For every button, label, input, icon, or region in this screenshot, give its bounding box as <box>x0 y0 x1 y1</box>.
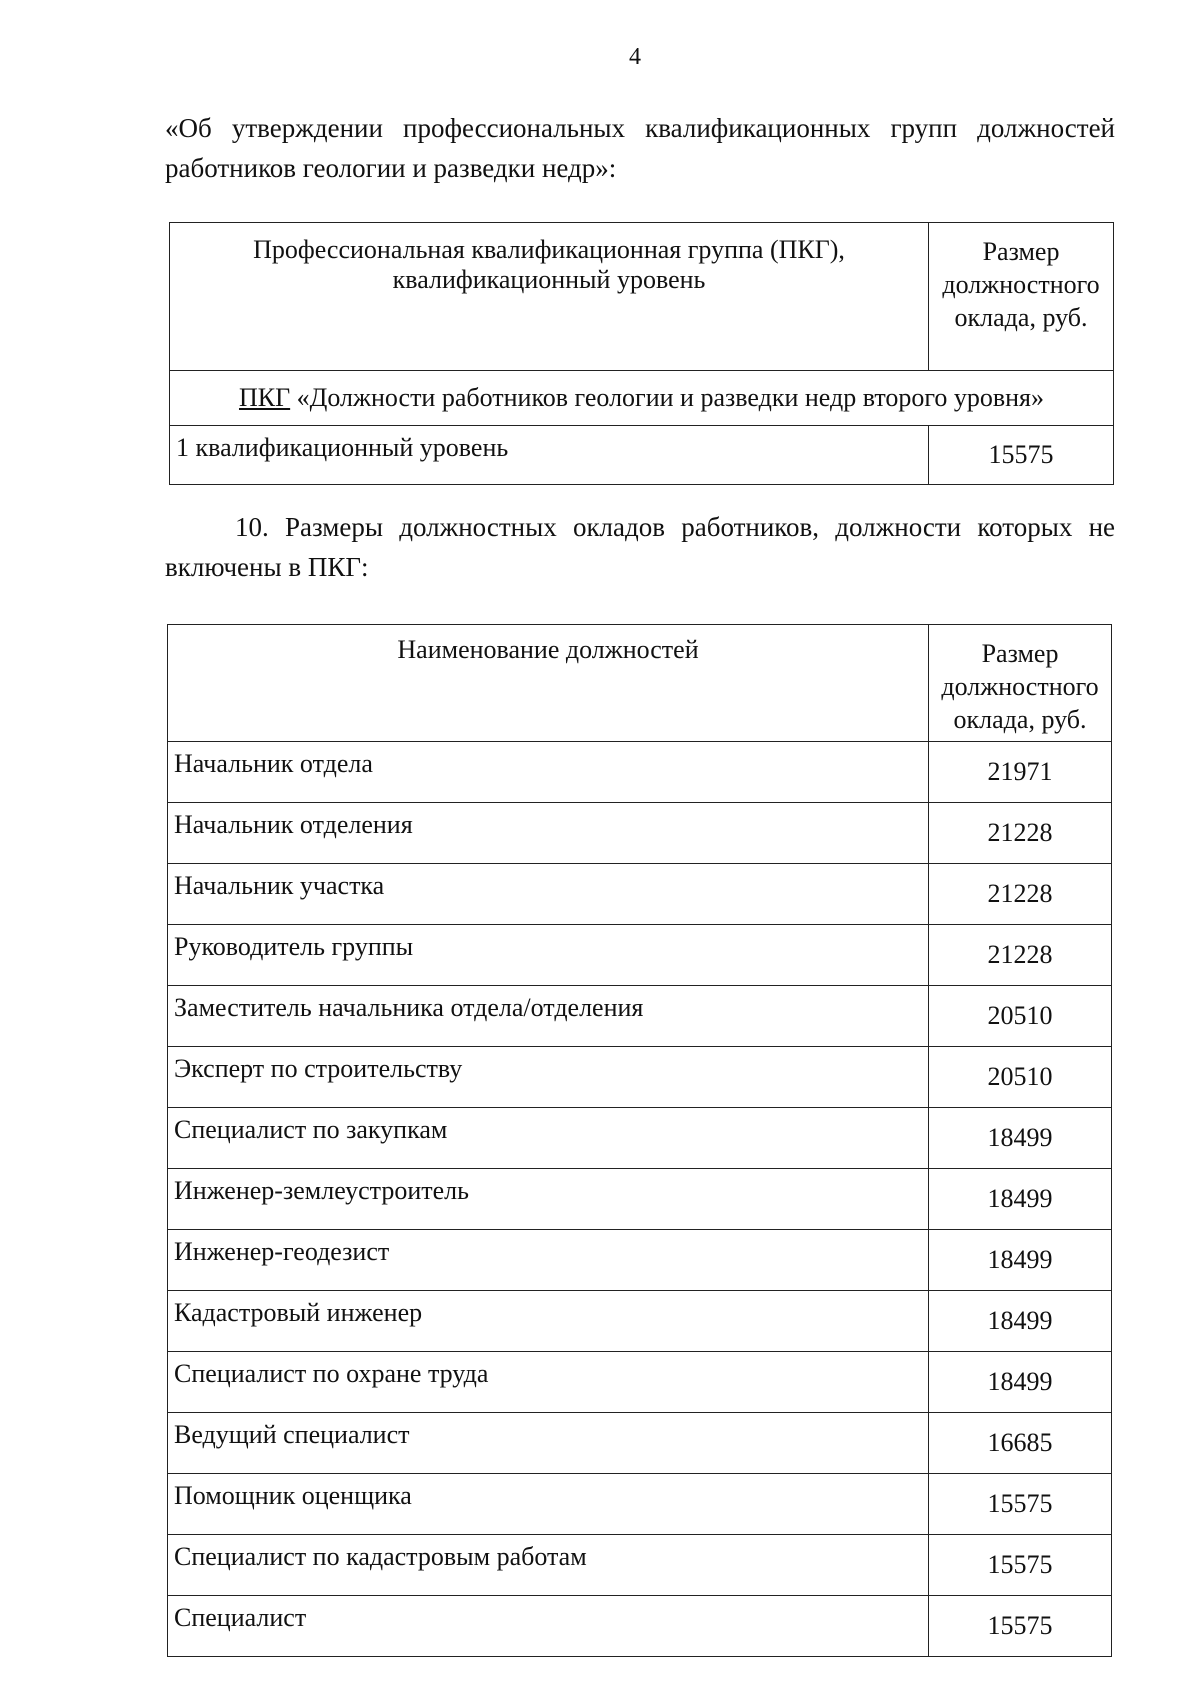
section-10-line-1: 10. Размеры должностных окладов работников, должности которых не <box>235 512 1115 542</box>
position-salary: 21971 <box>929 742 1112 803</box>
pkg-level-value: 15575 <box>929 426 1114 485</box>
position-salary: 18499 <box>929 1169 1112 1230</box>
table-row <box>168 925 1112 986</box>
position-salary: 21228 <box>929 803 1112 864</box>
position-name: Ведущий специалист <box>168 1413 929 1474</box>
pkg-group-title <box>170 371 1114 426</box>
position-salary: 15575 <box>929 1596 1112 1657</box>
position-salary: 15575 <box>929 1535 1112 1596</box>
position-salary: 15575 <box>929 1474 1112 1535</box>
positions-header-salary <box>929 625 1112 742</box>
positions-table-header <box>168 625 1112 742</box>
positions-header-name: Наименование должностей <box>168 625 929 742</box>
table-row <box>168 1108 1112 1169</box>
position-name: Кадастровый инженер <box>168 1291 929 1352</box>
pkg-table <box>169 222 1114 485</box>
position-name: Руководитель группы <box>168 925 929 986</box>
table-row <box>170 426 1114 485</box>
position-name: Инженер-землеустроитель <box>168 1169 929 1230</box>
pkg-header-salary-line-3: оклада, руб. <box>954 303 1088 332</box>
intro-line-1: «Об утверждении профессиональных квалификационных групп должностей <box>165 113 1115 143</box>
pkg-group-name: «Должности работников геологии и разведки недр второго уровня» <box>296 383 1045 412</box>
positions-header-salary-line-2: должностного <box>941 672 1099 701</box>
position-name: Начальник отдела <box>168 742 929 803</box>
position-name: Специалист <box>168 1596 929 1657</box>
position-salary: 20510 <box>929 986 1112 1047</box>
position-salary: 21228 <box>929 864 1112 925</box>
table-row <box>168 803 1112 864</box>
position-salary: 18499 <box>929 1108 1112 1169</box>
pkg-header-group-line-2: квалификационный уровень <box>392 265 706 294</box>
table-row <box>168 1535 1112 1596</box>
position-name: Помощник оценщика <box>168 1474 929 1535</box>
position-salary: 21228 <box>929 925 1112 986</box>
section-10-text <box>165 507 1115 587</box>
pkg-group-abbr: ПКГ <box>238 383 291 412</box>
table-row <box>168 864 1112 925</box>
intro-text <box>165 108 1115 188</box>
position-salary: 18499 <box>929 1230 1112 1291</box>
page-number: 4 <box>629 44 641 70</box>
pkg-header-salary-line-2: должностного <box>942 270 1100 299</box>
position-name: Специалист по охране труда <box>168 1352 929 1413</box>
section-10-line-2: включены в ПКГ: <box>165 552 369 582</box>
position-salary: 18499 <box>929 1352 1112 1413</box>
position-name: Специалист по кадастровым работам <box>168 1535 929 1596</box>
table-row <box>168 1230 1112 1291</box>
positions-header-salary-line-1: Размер <box>981 639 1059 668</box>
position-name: Заместитель начальника отдела/отделения <box>168 986 929 1047</box>
table-row <box>168 1291 1112 1352</box>
table-row <box>168 1169 1112 1230</box>
table-row <box>168 986 1112 1047</box>
pkg-header-group-line-1: Профессиональная квалификационная группа (ПКГ), <box>253 235 845 264</box>
position-salary: 18499 <box>929 1291 1112 1352</box>
position-name: Инженер-геодезист <box>168 1230 929 1291</box>
positions-header-salary-line-3: оклада, руб. <box>953 705 1087 734</box>
table-row <box>168 742 1112 803</box>
position-name: Начальник отделения <box>168 803 929 864</box>
position-salary: 20510 <box>929 1047 1112 1108</box>
position-name: Специалист по закупкам <box>168 1108 929 1169</box>
pkg-header-group-cell <box>170 223 929 371</box>
table-row <box>168 1596 1112 1657</box>
pkg-header-salary-cell <box>929 223 1114 371</box>
table-row <box>168 1413 1112 1474</box>
pkg-table-header <box>170 223 1114 371</box>
positions-table <box>167 624 1112 1657</box>
table-row <box>168 1474 1112 1535</box>
position-name: Эксперт по строительству <box>168 1047 929 1108</box>
table-row <box>168 1047 1112 1108</box>
position-salary: 16685 <box>929 1413 1112 1474</box>
pkg-group-row <box>170 371 1114 426</box>
position-name: Начальник участка <box>168 864 929 925</box>
intro-line-2: работников геологии и разведки недр»: <box>165 153 617 183</box>
table-row <box>168 1352 1112 1413</box>
pkg-level-name: 1 квалификационный уровень <box>170 426 929 485</box>
pkg-header-salary-line-1: Размер <box>982 237 1060 266</box>
